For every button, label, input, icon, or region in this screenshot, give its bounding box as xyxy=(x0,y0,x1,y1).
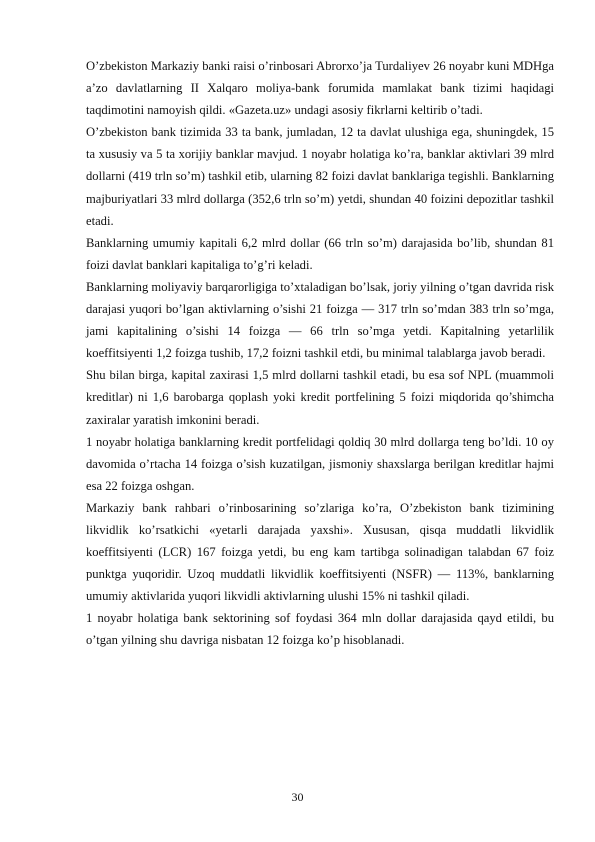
paragraph-7: Markaziy bank rahbari o’rinbosarining so’zlariga ko’ra, O’zbekiston bank tizimining likvidlik ko’rsatkichi «yetarli darajada yaxshi». Xususan, qisqa muddatli likvidlik koeffitsiyenti (LCR) 167 foizga yetdi, bu eng kam tartibga solinadigan talabdan 67 foiz punktga yuqoridir. Uzoq muddatli likvidlik koeffitsiyenti (NSFR) — 113%, banklarning umumiy aktivlarida yuqori likvidli aktivlarning ulushi 15% ni tashkil qiladi. xyxy=(86,500,554,604)
paragraph-8: 1 noyabr holatiga bank sektorining sof foydasi 364 mln dollar darajasida qayd etildi, bu o’tgan yilning shu davriga nisbatan 12 foizga ko’p hisoblanadi. xyxy=(86,611,554,648)
document-body xyxy=(86,55,554,652)
paragraph-6: 1 noyabr holatiga banklarning kredit portfelidagi qoldiq 30 mlrd dollarga teng bo’ldi. 10 oy davomida o’rtacha 14 foizga o’sish kuzatilgan, jismoniy shaxslarga berilgan kreditlar hajmi esa 22 foizga oshgan. xyxy=(86,434,554,493)
paragraph-5: Shu bilan birga, kapital zaxirasi 1,5 mlrd dollarni tashkil etadi, bu esa sof NPL (muammoli kreditlar) ni 1,6 barobarga qoplash yoki kredit portfelining 5 foizi miqdorida qo’shimcha zaxiralar yaratish imkonini beradi. xyxy=(86,368,554,427)
paragraph-2: O’zbekiston bank tizimida 33 ta bank, jumladan, 12 ta davlat ulushiga ega, shuningdek, 15 ta xususiy va 5 ta xorijiy banklar mavjud. 1 noyabr holatiga ko’ra, banklar aktivlari 39 mlrd dollarni (419 trln so’m) tashkil etib, ularning 82 foizi davlat banklariga tegishli. Banklarning majburiyatlari 33 mlrd dollarga (352,6 trln so’m) yetdi, shundan 40 foizini depozitlar tashkil etadi. xyxy=(86,125,554,228)
paragraph-1: O’zbekiston Markaziy banki raisi o’rinbosari Abrorxo’ja Turdaliyev 26 noyabr kuni MDHga a’zo davlatlarning II Xalqaro moliya-bank forumida mamlakat bank tizimi haqidagi taqdimotini namoyish qildi. «Gazeta.uz» undagi asosiy fikrlarni keltirib o’tadi. xyxy=(86,59,554,118)
paragraph-3: Banklarning umumiy kapitali 6,2 mlrd dollar (66 trln so’m) darajasida bo’lib, shundan 81 foizi davlat banklari kapitaliga to’g’ri keladi. xyxy=(86,235,554,272)
page-number: 30 xyxy=(291,790,304,804)
paragraph-4: Banklarning moliyaviy barqarorligiga to’xtaladigan bo’lsak, joriy yilning o’tgan davrida risk darajasi yuqori bo’lgan aktivlarning o’sishi 21 foizga — 317 trln so’mdan 383 trln so’mga, jami kapitalining o’sishi 14 foizga — 66 trln so’mga yetdi. Kapitalning yetarlilik koeffitsiyenti 1,2 foizga tushib, 17,2 foizni tashkil etdi, bu minimal talablarga javob beradi. xyxy=(86,279,554,361)
